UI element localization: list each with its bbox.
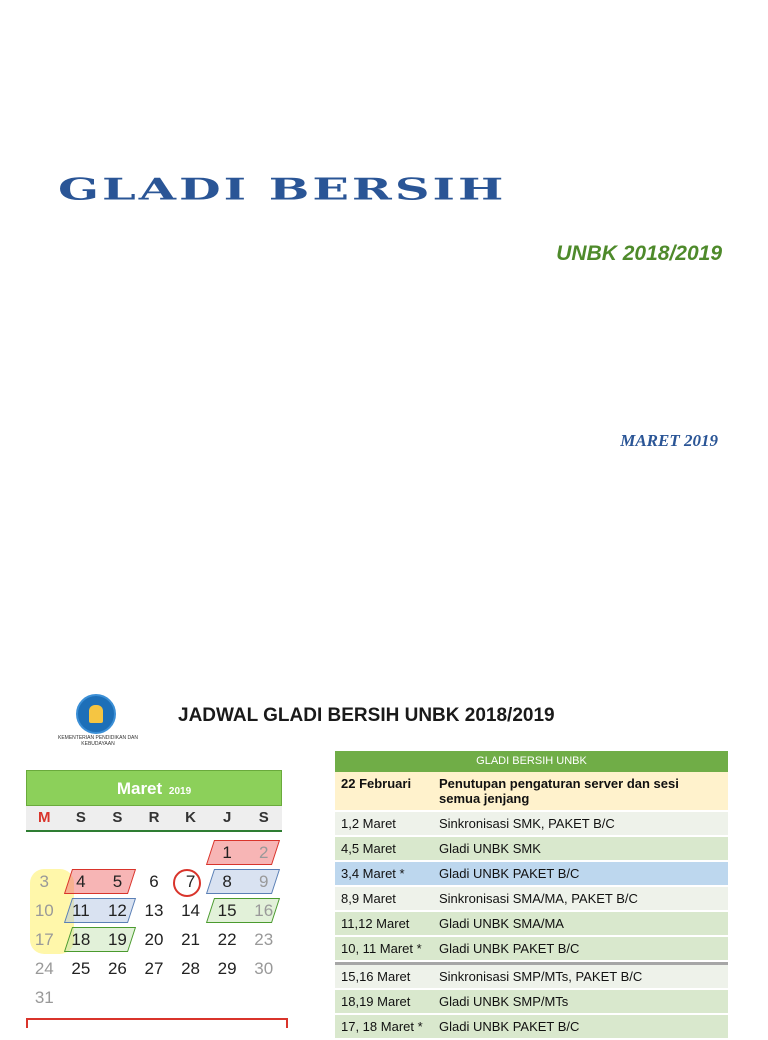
calendar-day: 23: [254, 930, 274, 949]
table-row: [335, 887, 728, 912]
calendar-day: 21: [181, 930, 201, 949]
row-activity: Penutupan pengaturan server dan sesi semua jenjang: [439, 776, 679, 806]
row-date: 3,4 Maret *: [341, 866, 405, 881]
calendar-day: 1: [222, 843, 232, 862]
row-date: 4,5 Maret: [341, 841, 396, 856]
main-title: GLADI BERSIH: [58, 172, 507, 207]
subtitle: UNBK 2018/2019: [556, 242, 722, 265]
weekday-label: S: [258, 809, 269, 826]
row-activity: Sinkronisasi SMK, PAKET B/C: [439, 816, 615, 831]
row-date: 11,12 Maret: [341, 916, 410, 931]
calendar-day: 9: [258, 872, 269, 891]
calendar-day: 13: [144, 901, 164, 920]
calendar-day: 15: [217, 901, 237, 920]
calendar-day: 8: [222, 872, 232, 891]
calendar-day: 16: [254, 901, 274, 920]
table-row: [335, 990, 728, 1015]
weekday-label: R: [148, 809, 160, 826]
row-date: 22 Februari: [341, 776, 412, 791]
calendar-day: 30: [254, 959, 274, 978]
calendar-day: 26: [107, 959, 127, 978]
logo-caption: KEMENTERIAN PENDIDIKAN DAN KEBUDAYAAN: [57, 735, 138, 747]
calendar-day: 2: [258, 843, 269, 862]
calendar-month: Maret: [116, 779, 163, 798]
calendar-days: [26, 838, 282, 1012]
calendar-day: 7: [185, 872, 196, 891]
calendar-day: 11: [72, 901, 90, 920]
calendar-day: 4: [76, 872, 86, 891]
row-activity: Gladi UNBK PAKET B/C: [439, 1019, 580, 1034]
calendar-day: 14: [181, 901, 201, 920]
calendar-day: 27: [144, 959, 164, 978]
calendar-day: 6: [149, 872, 159, 891]
row-date: 10, 11 Maret *: [341, 941, 422, 956]
table-row: [335, 912, 728, 937]
calendar-header: [26, 770, 282, 806]
weekday-label: M: [38, 809, 51, 826]
schedule-table: [335, 751, 728, 1040]
weekday-row: [26, 806, 282, 832]
weekday-label: K: [185, 809, 196, 826]
row-activity: Sinkronisasi SMP/MTs, PAKET B/C: [439, 969, 643, 984]
table-row: [335, 862, 728, 887]
date-label: MARET 2019: [620, 431, 718, 450]
calendar-day: 22: [217, 930, 237, 949]
calendar-day: 3: [39, 872, 50, 891]
calendar-day: 5: [112, 872, 123, 891]
calendar-day: 28: [181, 959, 201, 978]
table-row: [335, 1015, 728, 1040]
calendar-day: 20: [144, 930, 164, 949]
schedule-title: JADWAL GLADI BERSIH UNBK 2018/2019: [178, 705, 555, 726]
table-row: [335, 812, 728, 837]
calendar-day: 25: [71, 959, 91, 978]
schedule-slide: [0, 680, 768, 1034]
row-activity: Gladi UNBK SMA/MA: [439, 916, 564, 931]
weekday-label: S: [75, 809, 86, 826]
row-date: 17, 18 Maret *: [341, 1019, 423, 1034]
schedule-header: GLADI BERSIH UNBK: [335, 751, 728, 772]
calendar-day: 17: [34, 930, 54, 949]
row-date: 8,9 Maret: [341, 891, 396, 906]
row-activity: Gladi UNBK SMK: [439, 841, 541, 856]
calendar: [26, 770, 282, 1012]
table-row: [335, 962, 728, 990]
table-row: [335, 772, 728, 812]
row-date: 15,16 Maret: [341, 969, 411, 984]
row-activity: Gladi UNBK PAKET B/C: [439, 941, 580, 956]
calendar-year: 2019: [168, 786, 192, 797]
calendar-day: 29: [217, 959, 237, 978]
row-activity: Gladi UNBK PAKET B/C: [439, 866, 580, 881]
calendar-footer-border: [26, 1018, 288, 1028]
table-row: [335, 837, 728, 862]
calendar-day: 12: [107, 901, 127, 920]
calendar-day: 24: [34, 959, 54, 978]
ministry-logo: [56, 694, 140, 746]
calendar-day: 10: [34, 901, 54, 920]
tut-wuri-emblem-icon: [76, 694, 116, 734]
weekday-label: S: [112, 809, 123, 826]
row-date: 18,19 Maret: [341, 994, 411, 1009]
calendar-day: 19: [107, 930, 127, 949]
calendar-day: 18: [71, 930, 91, 949]
table-row: [335, 937, 728, 962]
calendar-day: 31: [34, 988, 54, 1007]
weekday-label: J: [222, 809, 232, 826]
row-activity: Gladi UNBK SMP/MTs: [439, 994, 569, 1009]
row-activity: Sinkronisasi SMA/MA, PAKET B/C: [439, 891, 638, 906]
row-date: 1,2 Maret: [341, 816, 396, 831]
